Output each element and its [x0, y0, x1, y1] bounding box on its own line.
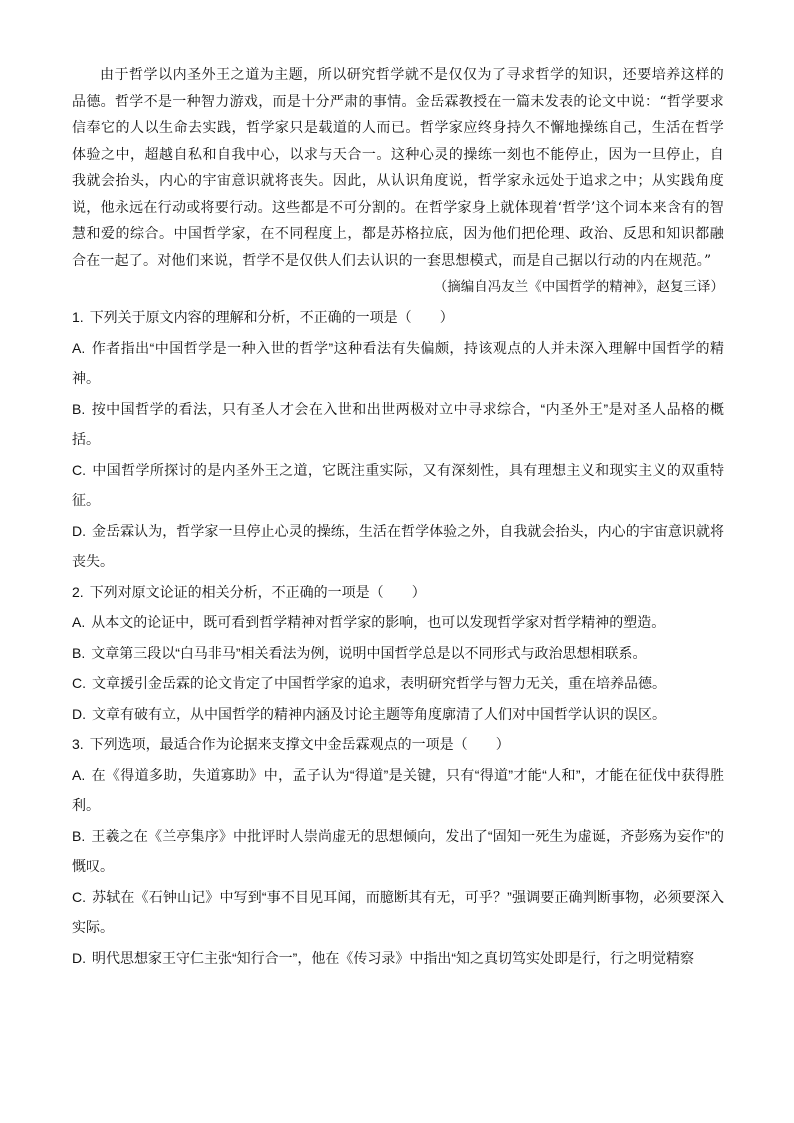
passage-source: （摘编自冯友兰《中国哲学的精神》，赵复三译） — [433, 279, 724, 295]
option-letter: C. — [72, 888, 86, 905]
question-2 — [72, 577, 724, 730]
option-letter: B. — [72, 827, 86, 844]
option-text: 从本文的论证中，既可看到哲学精神对哲学家的影响，也可以发现哲学家对哲学精神的塑造。 — [91, 614, 666, 630]
option-letter: B. — [72, 400, 86, 417]
question-stem-end: ） — [495, 736, 510, 752]
option-text: 文章第三段以“白马非马”相关看法为例，说明中国哲学总是以不同形式与政治思想相联系。 — [91, 644, 647, 661]
option-letter: A. — [72, 614, 86, 630]
option-letter: A. — [72, 766, 86, 783]
question-stem-end: ） — [411, 583, 426, 600]
option-text: 文章援引金岳霖的论文肯定了中国哲学家的追求，表明研究哲学与智力无关，重在培养品德。 — [92, 675, 666, 691]
option-letter: D. — [72, 705, 86, 722]
option-b — [72, 638, 724, 669]
option-text: 作者指出“中国哲学是一种入世的哲学”这种看法有失偏颇，持该观点的人并未深入理解中国哲学的精神。 — [72, 339, 724, 386]
question-stem — [72, 302, 724, 333]
option-text: 明代思想家王守仁主张“知行合一”，他在《传习录》中指出“知之真切笃实处即是行，行之明觉精察 — [92, 949, 694, 966]
question-stem-text: 下列关于原文内容的理解和分析，不正确的一项是（ — [89, 309, 412, 325]
option-letter: A. — [72, 339, 86, 356]
option-c — [72, 455, 724, 516]
option-text: 王羲之在《兰亭集序》中批评时人崇尚虚无的思想倾向，发出了“固知一死生为虚诞，齐彭殇为妄作”的慨叹。 — [72, 827, 724, 874]
question-stem-end: ） — [439, 309, 454, 325]
option-text: 苏轼在《石钟山记》中写到“事不目见耳闻，而臆断其有无，可乎？”强调要正确判断事物，必须要深入实际。 — [72, 888, 724, 935]
question-3 — [72, 729, 724, 973]
option-a — [72, 760, 724, 821]
option-c — [72, 668, 724, 699]
option-d — [72, 516, 724, 577]
option-text: 文章有破有立，从中国哲学的精神内涵及讨论主题等角度廓清了人们对中国哲学认识的误区。 — [92, 705, 666, 722]
question-number: 3. — [72, 736, 84, 752]
question-number: 2. — [72, 583, 84, 600]
document-page — [72, 62, 724, 973]
option-c — [72, 882, 724, 943]
question-stem-text: 下列选项，最适合作为论据来支撑文中金岳霖观点的一项是（ — [89, 736, 468, 752]
question-stem — [72, 577, 724, 608]
question-number: 1. — [72, 309, 84, 325]
option-b — [72, 821, 724, 882]
option-letter: D. — [72, 949, 86, 966]
option-letter: C. — [72, 675, 86, 691]
option-d — [72, 943, 724, 974]
option-text: 在《得道多助，失道寡助》中，孟子认为“得道”是关键，只有“得道”才能“人和”，才能在征伐中获得胜利。 — [72, 766, 724, 813]
option-text: 金岳霖认为，哲学家一旦停止心灵的操练，生活在哲学体验之外，自我就会抬头，内心的宇宙意识就将丧失。 — [72, 522, 724, 569]
question-stem — [72, 729, 724, 760]
question-stem-text: 下列对原文论证的相关分析，不正确的一项是（ — [89, 583, 384, 600]
passage-paragraph: 由于哲学以内圣外王之道为主题，所以研究哲学就不是仅仅为了寻求哲学的知识，还要培养这样的品德。哲学不是一种智力游戏，而是十分严肃的事情。金岳霖教授在一篇未发表的论文中说：“哲学要求信奉它的人以生命去实践，哲学家只是载道的人而已。哲学家应终身持久不懈地操练自己，生活在哲学体验之中，超越自私和自我中心，以求与天合一。这种心灵的操练一刻也不能停止，因为一旦停止，自我就会抬头，内心的宇宙意识就将丧失。因此，从认识角度说，哲学家永远处于追求之中；从实践角度说，他永远在行动或将要行动。这些都是不可分割的。在哲学家身上就体现着‘哲学’这个词本来含有的智慧和爱的综合。中国哲学家，在不同程度上，都是苏格拉底，因为他们把伦理、政治、反思和知识都融合在一起了。对他们来说，哲学不是仅供人们去认识的一套思想模式，而是自己据以行动的内在规范。” — [72, 67, 724, 269]
option-letter: C. — [72, 461, 86, 478]
option-b — [72, 394, 724, 455]
option-text: 中国哲学所探讨的是内圣外王之道，它既注重实际，又有深刻性，具有理想主义和现实主义的双重特征。 — [72, 461, 724, 508]
option-letter: B. — [72, 644, 86, 661]
question-1 — [72, 302, 724, 577]
option-a — [72, 333, 724, 394]
option-d — [72, 699, 724, 730]
option-letter: D. — [72, 522, 86, 539]
option-a — [72, 607, 724, 638]
option-text: 按中国哲学的看法，只有圣人才会在入世和出世两极对立中寻求综合，“内圣外王”是对圣人品格的概括。 — [72, 400, 724, 447]
